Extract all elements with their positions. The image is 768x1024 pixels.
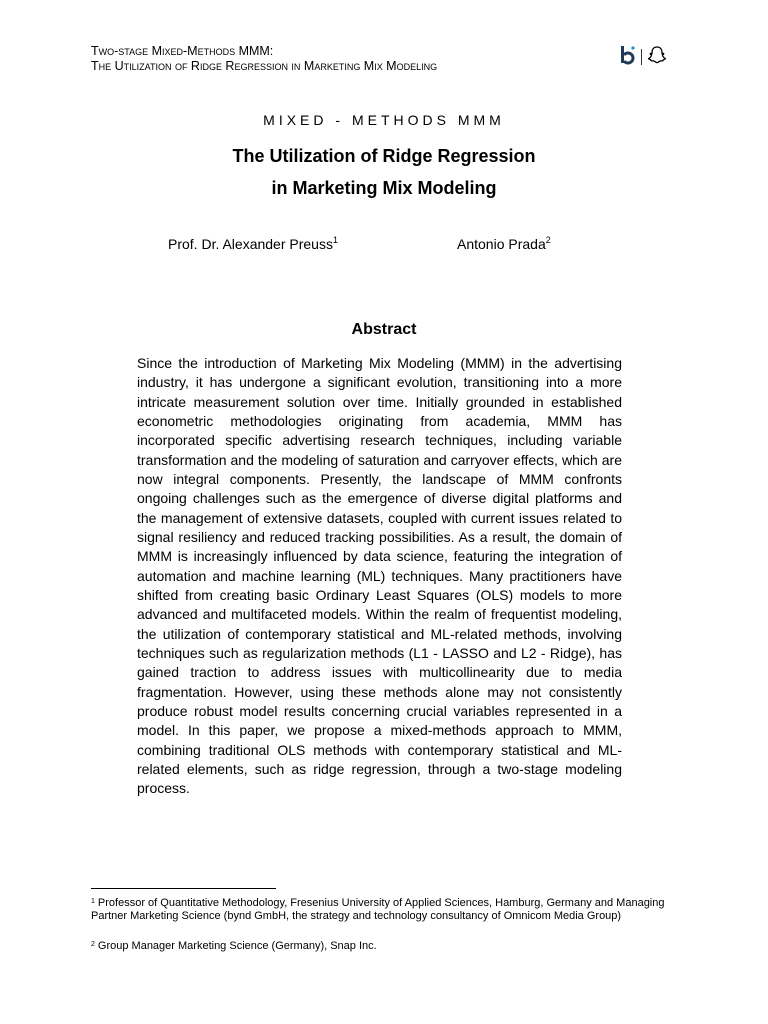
footnote-1-mark: 1 xyxy=(91,898,95,905)
logo-divider xyxy=(641,49,642,65)
bynd-logo-icon xyxy=(620,45,636,70)
running-title-line-1: Two-stage Mixed-Methods MMM: xyxy=(91,44,274,58)
author-1-name: Prof. Dr. Alexander Preuss xyxy=(168,236,333,252)
footnote-rule xyxy=(91,888,276,889)
snapchat-ghost-icon xyxy=(647,45,667,70)
abstract-body: Since the introduction of Marketing Mix Modeling (MMM) in the advertising industry, it has undergone a significant evolution, transitioning into a more intricate measurement solution over time. Initially grounded in established econometric methodologies originating from academia, MMM has incorporated specific advertising research techniques, including variable transformation and the modeling of saturation and carryover effects, which are now integral components. Presently, the landscape of MMM confronts ongoing challenges such as the emergence of diverse digital platforms and the management of extensive datasets, coupled with current issues related to signal resiliency and reduced tracking possibilities. As a result, the domain of MMM is increasingly influenced by data science, featuring the integration of automation and machine learning (ML) techniques. Many practitioners have shifted from creating basic Ordinary Least Squares (OLS) models to more advanced and multifaceted models. Within the realm of frequentist modeling, the utilization of contemporary statistical and ML-related methods, involving techniques such as regularization methods (L1 - LASSO and L2 - Ridge), has gained traction to address issues with multicollinearity due to media fragmentation. However, using these methods alone may not consistently produce robust model results concerning crucial variables represented in a model. In this paper, we propose a mixed-methods approach to MMM, combining traditional OLS methods with contemporary statistical and ML-related elements, such as ridge regression, through a two-stage modeling process. xyxy=(137,355,622,797)
footnote-1-text: Professor of Quantitative Methodology, Fresenius University of Applied Sciences, Hamburg, Germany and Managing Partner Marketing Science (bynd GmbH, the strategy and technology consultancy of Omnicom Media Group) xyxy=(91,897,665,922)
author-1 xyxy=(168,236,338,252)
author-2-name: Antonio Prada xyxy=(457,236,546,252)
running-head xyxy=(91,44,437,74)
footnote-2-text: Group Manager Marketing Science (Germany), Snap Inc. xyxy=(97,940,377,952)
title-line-1: The Utilization of Ridge Regression xyxy=(232,146,536,166)
author-2 xyxy=(457,236,551,252)
author-2-footnote-mark: 2 xyxy=(545,235,551,245)
paper-title xyxy=(0,140,768,204)
header-logos xyxy=(620,46,667,68)
paper-kicker: MIXED - METHODS MMM xyxy=(263,112,505,128)
footnote-1 xyxy=(91,896,671,922)
title-line-2: in Marketing Mix Modeling xyxy=(271,178,497,198)
footnote-2-mark: 2 xyxy=(91,941,95,948)
running-title-line-2: The Utilization of Ridge Regression in Marketing Mix Modeling xyxy=(91,59,438,73)
abstract-heading: Abstract xyxy=(351,321,417,338)
author-1-footnote-mark: 1 xyxy=(332,235,338,245)
footnote-2 xyxy=(91,939,671,953)
